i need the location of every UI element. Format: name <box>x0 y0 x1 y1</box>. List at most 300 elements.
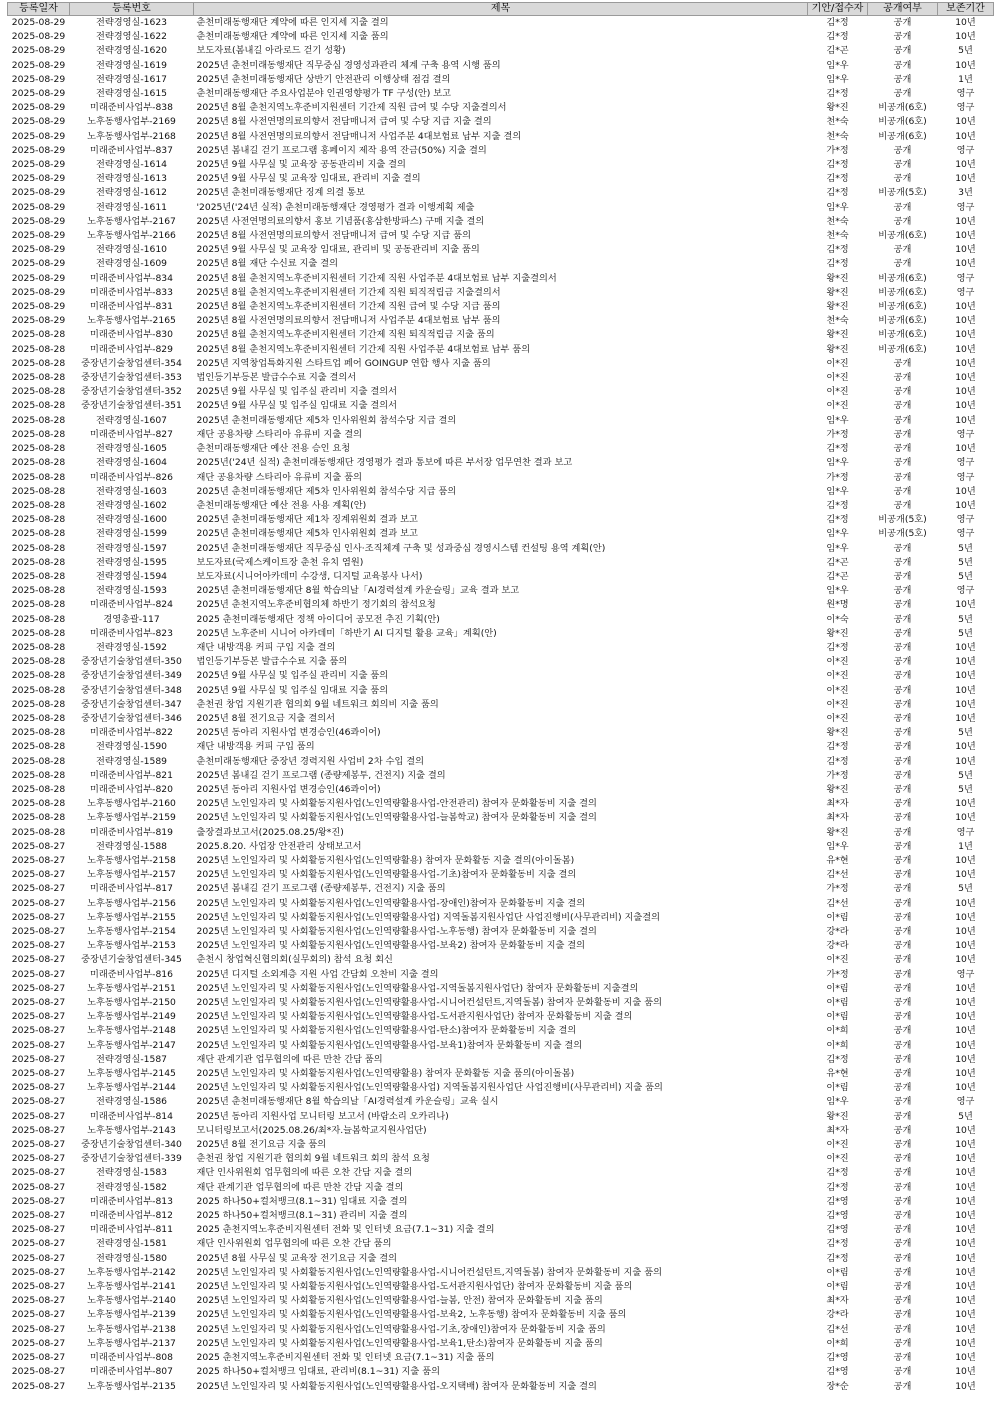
cell-retention: 10년 <box>955 1039 976 1051</box>
header-date: 등록일자 <box>8 3 70 16</box>
cell-retention: 10년 <box>955 755 976 767</box>
cell-title: 춘천미래동행재단 중장년 경력지원 사업비 2차 수입 결의 <box>196 755 424 767</box>
cell-retention: 10년 <box>955 59 976 71</box>
cell-author: 이*진 <box>826 656 849 668</box>
table-row[interactable] <box>8 286 994 300</box>
register-table <box>7 2 994 1394</box>
cell-date: 2025-08-28 <box>11 485 66 497</box>
table-row[interactable] <box>8 1237 994 1251</box>
cell-author: 김*정 <box>826 173 849 185</box>
cell-title: 2025년 노인일자리 및 사회활동지원사업(노인역량활용사업-탄소)참여자 문화활동비 지출 결의 <box>196 1025 577 1037</box>
cell-reg-number: 노후동행사업부-2169 <box>87 116 176 128</box>
cell-date: 2025-08-29 <box>11 286 66 298</box>
table-row[interactable] <box>8 868 994 882</box>
table-row[interactable] <box>8 115 994 129</box>
table-row[interactable] <box>8 584 994 598</box>
cell-retention: 10년 <box>955 1210 976 1222</box>
cell-reg-number: 노후동행사업부-2135 <box>87 1380 176 1392</box>
cell-disclosure: 공개 <box>893 911 912 923</box>
cell-reg-number: 전략경영실-1604 <box>95 457 168 469</box>
cell-reg-number: 미래준비사업부-838 <box>90 102 173 114</box>
cell-title: 2025년 8월 춘천지역노후준비지원센터 기간제 직원 급여 및 수당 지급 품의 <box>196 301 501 313</box>
cell-author: 천*숙 <box>826 130 849 142</box>
table-row[interactable] <box>8 897 994 911</box>
table-row[interactable] <box>8 357 994 371</box>
cell-title: 2025년 사전연명의료의향서 홍보 기념품(홍삼한방파스) 구매 지출 결의 <box>196 215 485 227</box>
cell-date: 2025-08-29 <box>11 130 66 142</box>
cell-disclosure: 공개 <box>893 414 912 426</box>
cell-date: 2025-08-28 <box>11 798 66 810</box>
cell-reg-number: 전략경영실-1587 <box>95 1053 168 1065</box>
table-row[interactable] <box>8 613 994 627</box>
cell-author: 이*진 <box>826 1139 849 1151</box>
cell-date: 2025-08-28 <box>11 414 66 426</box>
cell-disclosure: 공개 <box>893 159 912 171</box>
cell-author: 가*정 <box>826 428 849 440</box>
cell-title: 2025년 동아리 지원사업 변경승인(46콰이어) <box>196 727 381 739</box>
cell-retention: 5년 <box>958 783 973 795</box>
cell-retention: 10년 <box>955 869 976 881</box>
table-row[interactable] <box>8 769 994 783</box>
cell-disclosure: 공개 <box>893 854 912 866</box>
table-row[interactable] <box>8 428 994 442</box>
table-row[interactable] <box>8 627 994 641</box>
cell-disclosure: 공개 <box>893 457 912 469</box>
table-row[interactable] <box>8 953 994 967</box>
table-row[interactable] <box>8 73 994 87</box>
cell-author: 김*선 <box>826 869 849 881</box>
cell-disclosure: 공개 <box>893 684 912 696</box>
cell-author: 임*우 <box>826 528 849 540</box>
table-row[interactable] <box>8 87 994 101</box>
cell-reg-number: 전략경영실-1614 <box>95 159 168 171</box>
table-row[interactable] <box>8 1337 994 1351</box>
cell-title: 보도자료(봄내길 아라로드 걷기 성황) <box>196 45 346 57</box>
cell-disclosure: 공개 <box>893 1252 912 1264</box>
cell-retention: 영구 <box>956 88 975 100</box>
cell-author: 이*림 <box>826 1266 849 1278</box>
cell-date: 2025-08-28 <box>11 372 66 384</box>
cell-date: 2025-08-28 <box>11 812 66 824</box>
table-row[interactable] <box>8 911 994 925</box>
cell-author: 이*진 <box>826 670 849 682</box>
table-row[interactable] <box>8 1138 994 1152</box>
table-row[interactable] <box>8 44 994 58</box>
cell-date: 2025-08-29 <box>11 88 66 100</box>
cell-retention: 10년 <box>955 258 976 270</box>
table-row[interactable] <box>8 1380 994 1394</box>
cell-retention: 10년 <box>955 386 976 398</box>
table-row[interactable] <box>8 939 994 953</box>
table-row[interactable] <box>8 982 994 996</box>
cell-retention: 10년 <box>955 954 976 966</box>
table-row[interactable] <box>8 30 994 44</box>
cell-reg-number: 미래준비사업부-833 <box>90 286 173 298</box>
cell-retention: 10년 <box>955 641 976 653</box>
cell-title: 2025년 노인일자리 및 사회활동지원사업(노인역량활용사업-보육1,탄소)참여자 문화활동비 지출 품의 <box>196 1337 603 1349</box>
table-row[interactable] <box>8 1010 994 1024</box>
cell-title: 2025년 노인일자리 및 사회활동지원사업(노인역량활용사업-기초,장애인)참여자 문화활동비 지출 품의 <box>196 1323 606 1335</box>
cell-disclosure: 공개 <box>893 1153 912 1165</box>
cell-retention: 10년 <box>955 329 976 341</box>
header-retention: 보존기간 <box>938 3 994 16</box>
cell-reg-number: 전략경영실-1586 <box>95 1096 168 1108</box>
cell-title: 2025년 춘천미래동행재단 제5차 인사위원회 참석수당 지급 결의 <box>196 414 457 426</box>
table-row[interactable] <box>8 485 994 499</box>
table-row[interactable] <box>8 783 994 797</box>
table-row[interactable] <box>8 1110 994 1124</box>
table-row[interactable] <box>8 414 994 428</box>
cell-retention: 10년 <box>955 1139 976 1151</box>
cell-retention: 10년 <box>955 812 976 824</box>
table-row[interactable] <box>8 1351 994 1365</box>
cell-title: 춘천미래동행재단 주요사업분야 인권영향평가 TF 구성(안) 보고 <box>196 88 452 100</box>
cell-date: 2025-08-29 <box>11 59 66 71</box>
cell-author: 강*라 <box>826 1309 849 1321</box>
cell-title: 2025년 8월 춘천지역노후준비지원센터 기간제 직원 퇴직적립금 지출 품의 <box>196 329 495 341</box>
cell-author: 김*정 <box>826 755 849 767</box>
cell-reg-number: 중장년기술창업센터-352 <box>81 386 182 398</box>
cell-title: 재단 내방객용 커피 구입 품의 <box>196 741 315 753</box>
cell-reg-number: 전략경영실-1589 <box>95 755 168 767</box>
cell-date: 2025-08-28 <box>11 769 66 781</box>
table-row[interactable] <box>8 144 994 158</box>
cell-author: 이*진 <box>826 357 849 369</box>
cell-retention: 5년 <box>958 542 973 554</box>
table-row[interactable] <box>8 513 994 527</box>
cell-disclosure: 공개 <box>893 670 912 682</box>
cell-disclosure: 공개 <box>893 556 912 568</box>
cell-date: 2025-08-27 <box>11 1096 66 1108</box>
cell-retention: 10년 <box>955 656 976 668</box>
cell-retention: 10년 <box>955 372 976 384</box>
cell-title: 2025년 노인일자리 및 사회활동지원사업(노인역량활용사업-장애인)참여자 문화활동비 지출 결의 <box>196 897 586 909</box>
table-row[interactable] <box>8 371 994 385</box>
cell-date: 2025-08-28 <box>11 471 66 483</box>
cell-date: 2025-08-27 <box>11 1366 66 1378</box>
cell-author: 김*영 <box>826 1195 849 1207</box>
table-row[interactable] <box>8 1067 994 1081</box>
cell-title: 2025 하나50+컬처뱅크(8.1~31) 임대료 지출 결의 <box>196 1195 408 1207</box>
cell-date: 2025-08-28 <box>11 343 66 355</box>
cell-author: 장*순 <box>826 1380 849 1392</box>
table-row[interactable] <box>8 882 994 896</box>
table-row[interactable] <box>8 101 994 115</box>
table-row[interactable] <box>8 1209 994 1223</box>
cell-title: 법인등기부등본 발급수수료 지출 품의 <box>196 656 348 668</box>
cell-date: 2025-08-27 <box>11 840 66 852</box>
cell-disclosure: 공개 <box>893 1068 912 1080</box>
cell-title: 2025년 노인일자리 및 사회활동지원사업(노인역량활용사업-시니어컨설턴트,지역돌봄) 참여자 문화활동비 지출 품의 <box>196 997 662 1009</box>
cell-disclosure: 공개 <box>893 599 912 611</box>
table-row[interactable] <box>8 854 994 868</box>
table-row[interactable] <box>8 257 994 271</box>
cell-date: 2025-08-27 <box>11 1181 66 1193</box>
cell-retention: 10년 <box>955 1295 976 1307</box>
cell-author: 김*정 <box>826 31 849 43</box>
cell-date: 2025-08-29 <box>11 17 66 28</box>
cell-disclosure: 비공개(6호) <box>878 286 927 298</box>
cell-author: 왕*진 <box>826 272 849 284</box>
table-row[interactable] <box>8 1266 994 1280</box>
table-row[interactable] <box>8 1124 994 1138</box>
cell-title: 2025년 춘천미래동행재단 제5차 인사위원회 결과 보고 <box>196 528 418 540</box>
cell-date: 2025-08-28 <box>11 783 66 795</box>
cell-retention: 10년 <box>955 982 976 994</box>
table-row[interactable] <box>8 1323 994 1337</box>
table-row[interactable] <box>8 442 994 456</box>
cell-reg-number: 전략경영실-1582 <box>95 1181 168 1193</box>
table-row[interactable] <box>8 399 994 413</box>
cell-date: 2025-08-27 <box>11 997 66 1009</box>
cell-reg-number: 미래준비사업부-826 <box>90 471 173 483</box>
table-row[interactable] <box>8 471 994 485</box>
table-row[interactable] <box>8 1308 994 1322</box>
cell-author: 왕*진 <box>826 627 849 639</box>
cell-title: 2025년 노인일자리 및 사회활동지원사업(노인역량활용사업) 지역돌봄지원사업단 사업진행비(사무관리비) 지출 품의 <box>196 1082 663 1094</box>
cell-title: 2025년 봄내길 걷기 프로그램 홍페이지 제작 용역 잔금(50%) 지출 결의 <box>196 144 487 156</box>
header-title: 제목 <box>194 3 808 16</box>
cell-retention: 10년 <box>955 17 976 28</box>
cell-disclosure: 비공개(6호) <box>878 230 927 242</box>
cell-date: 2025-08-27 <box>11 954 66 966</box>
cell-retention: 10년 <box>955 343 976 355</box>
table-body <box>8 16 994 1394</box>
cell-retention: 5년 <box>958 45 973 57</box>
table-row[interactable] <box>8 641 994 655</box>
table-row[interactable] <box>8 1053 994 1067</box>
table-row[interactable] <box>8 968 994 982</box>
cell-disclosure: 공개 <box>893 613 912 625</box>
cell-date: 2025-08-27 <box>11 1281 66 1293</box>
table-row[interactable] <box>8 655 994 669</box>
table-row[interactable] <box>8 1365 994 1379</box>
cell-reg-number: 노후동행사업부-2157 <box>87 869 176 881</box>
cell-date: 2025-08-29 <box>11 73 66 85</box>
cell-reg-number: 전략경영실-1594 <box>95 570 168 582</box>
table-row[interactable] <box>8 201 994 215</box>
cell-date: 2025-08-28 <box>11 570 66 582</box>
table-row[interactable] <box>8 556 994 570</box>
table-row[interactable] <box>8 130 994 144</box>
cell-author: 천*숙 <box>826 230 849 242</box>
table-row[interactable] <box>8 385 994 399</box>
cell-reg-number: 미래준비사업부-811 <box>90 1224 173 1236</box>
cell-reg-number: 전략경영실-1620 <box>95 45 168 57</box>
cell-date: 2025-08-29 <box>11 187 66 199</box>
table-row[interactable] <box>8 59 994 73</box>
cell-retention: 10년 <box>955 1238 976 1250</box>
cell-author: 유*현 <box>826 1068 849 1080</box>
cell-disclosure: 공개 <box>893 1337 912 1349</box>
cell-author: 가*정 <box>826 883 849 895</box>
cell-title: 2025년 8월 사전연명의료의향서 전담매니저 사업주분 4대보험료 납부 지출 결의 <box>196 130 522 142</box>
cell-reg-number: 미래준비사업부-808 <box>90 1352 173 1364</box>
cell-reg-number: 미래준비사업부-816 <box>90 968 173 980</box>
cell-author: 왕*진 <box>826 783 849 795</box>
table-row[interactable] <box>8 499 994 513</box>
cell-date: 2025-08-29 <box>11 159 66 171</box>
table-row[interactable] <box>8 158 994 172</box>
table-row[interactable] <box>8 1166 994 1180</box>
table-row[interactable] <box>8 16 994 31</box>
table-row[interactable] <box>8 740 994 754</box>
cell-disclosure: 공개 <box>893 1266 912 1278</box>
table-row[interactable] <box>8 1280 994 1294</box>
table-row[interactable] <box>8 726 994 740</box>
cell-disclosure: 공개 <box>893 1110 912 1122</box>
cell-author: 임*우 <box>826 201 849 213</box>
cell-reg-number: 미래준비사업부-830 <box>90 329 173 341</box>
table-row[interactable] <box>8 328 994 342</box>
cell-date: 2025-08-27 <box>11 1210 66 1222</box>
cell-title: 2025년 노인일자리 및 사회활동지원사업(노인역량활용사업-시니어컨설턴트,지역돌봄) 참여자 문화활동비 지출 품의 <box>196 1266 662 1278</box>
cell-title: 2025 춘천지역노후준비지원센터 전화 및 인터넷 요금(7.1~31) 지출 결의 <box>196 1224 495 1236</box>
table-row[interactable] <box>8 186 994 200</box>
table-row[interactable] <box>8 1252 994 1266</box>
cell-author: 김*정 <box>826 159 849 171</box>
cell-author: 왕*진 <box>826 1110 849 1122</box>
cell-retention: 10년 <box>955 1068 976 1080</box>
cell-reg-number: 전략경영실-1595 <box>95 556 168 568</box>
cell-title: 2025년('24년 실적) 춘천미래동행재단 경영평가 결과 통보에 따른 부서장 업무연찬 결과 보고 <box>196 457 573 469</box>
cell-reg-number: 중장년기술창업센터-353 <box>81 372 182 384</box>
table-row[interactable] <box>8 1181 994 1195</box>
table-row[interactable] <box>8 456 994 470</box>
table-row[interactable] <box>8 712 994 726</box>
cell-retention: 10년 <box>955 741 976 753</box>
table-row[interactable] <box>8 527 994 541</box>
cell-disclosure: 비공개(6호) <box>878 130 927 142</box>
cell-title: 2025년 춘천미래동행재단 제5차 인사위원회 참석수당 지급 품의 <box>196 485 457 497</box>
table-row[interactable] <box>8 1294 994 1308</box>
table-row[interactable] <box>8 684 994 698</box>
cell-date: 2025-08-29 <box>11 201 66 213</box>
cell-date: 2025-08-28 <box>11 400 66 412</box>
cell-reg-number: 미래준비사업부-831 <box>90 301 173 313</box>
cell-reg-number: 전략경영실-1619 <box>95 59 168 71</box>
cell-author: 김*정 <box>826 741 849 753</box>
cell-author: 김*정 <box>826 1252 849 1264</box>
cell-title: 법인등기부등본 발급수수료 지출 결의서 <box>196 372 357 384</box>
cell-reg-number: 전략경영실-1583 <box>95 1167 168 1179</box>
cell-reg-number: 전략경영실-1588 <box>95 840 168 852</box>
table-row[interactable] <box>8 797 994 811</box>
cell-author: 천*숙 <box>826 315 849 327</box>
cell-retention: 10년 <box>955 1011 976 1023</box>
cell-reg-number: 노후동행사업부-2154 <box>87 926 176 937</box>
table-row[interactable] <box>8 598 994 612</box>
cell-author: 이*림 <box>826 982 849 994</box>
cell-title: 2025년 9월 사무실 및 교육장 임대료, 관리비 및 공동관리비 지출 품의 <box>196 244 480 256</box>
cell-title: 2025년 8월 춘천지역노후준비지원센터 기간제 직원 급여 및 수당 지출결의서 <box>196 102 507 114</box>
table-row[interactable] <box>8 1024 994 1038</box>
cell-author: 이*진 <box>826 684 849 696</box>
cell-date: 2025-08-28 <box>11 585 66 597</box>
table-row[interactable] <box>8 343 994 357</box>
table-row[interactable] <box>8 1039 994 1053</box>
cell-reg-number: 노후동행사업부-2147 <box>87 1039 176 1051</box>
table-row[interactable] <box>8 840 994 854</box>
table-row[interactable] <box>8 811 994 825</box>
cell-date: 2025-08-27 <box>11 1082 66 1094</box>
cell-reg-number: 전략경영실-1597 <box>95 542 168 554</box>
table-row[interactable] <box>8 1081 994 1095</box>
cell-author: 이*희 <box>826 1025 849 1037</box>
table-row[interactable] <box>8 1223 994 1237</box>
cell-title: 2025년 노인일자리 및 사회활동지원사업(노인역량활용) 참여자 문화활동 지출 품의(아이돌봄) <box>196 1068 575 1080</box>
cell-retention: 5년 <box>958 883 973 895</box>
cell-retention: 10년 <box>955 1366 976 1378</box>
table-row[interactable] <box>8 542 994 556</box>
cell-date: 2025-08-27 <box>11 1039 66 1051</box>
cell-author: 이*숙 <box>826 613 849 625</box>
header-disclosure: 공개여부 <box>868 3 938 16</box>
cell-author: 이*진 <box>826 372 849 384</box>
cell-date: 2025-08-27 <box>11 1110 66 1122</box>
table-row[interactable] <box>8 669 994 683</box>
cell-disclosure: 공개 <box>893 897 912 909</box>
cell-date: 2025-08-28 <box>11 357 66 369</box>
cell-reg-number: 미래준비사업부-814 <box>90 1110 173 1122</box>
cell-title: 2025년 노인일자리 및 사회활동지원사업(노인역량활용사업-보육2, 노후동행) 참여자 문화활동비 지출 품의 <box>196 1309 627 1321</box>
table-row[interactable] <box>8 826 994 840</box>
cell-retention: 10년 <box>955 1124 976 1136</box>
table-row[interactable] <box>8 755 994 769</box>
table-row[interactable] <box>8 314 994 328</box>
table-row[interactable] <box>8 570 994 584</box>
table-row[interactable] <box>8 996 994 1010</box>
cell-date: 2025-08-27 <box>11 968 66 980</box>
table-row[interactable] <box>8 215 994 229</box>
cell-disclosure: 공개 <box>893 812 912 824</box>
table-row[interactable] <box>8 172 994 186</box>
cell-author: 이*희 <box>826 1337 849 1349</box>
table-row[interactable] <box>8 925 994 939</box>
table-row[interactable] <box>8 698 994 712</box>
cell-disclosure: 공개 <box>893 869 912 881</box>
cell-reg-number: 미래준비사업부-837 <box>90 144 173 156</box>
table-row[interactable] <box>8 243 994 257</box>
cell-author: 이*진 <box>826 400 849 412</box>
cell-reg-number: 전략경영실-1615 <box>95 88 168 100</box>
cell-author: 최*자 <box>826 812 849 824</box>
cell-author: 가*정 <box>826 769 849 781</box>
cell-title: 재단 인사위원회 업무협의에 따른 오찬 간담 품의 <box>196 1238 392 1250</box>
cell-title: 2025년 9월 사무실 및 입주실 임대료 지출 품의 <box>196 684 389 696</box>
cell-title: 2025년 8월 전기요금 지출 품의 <box>196 1139 327 1151</box>
cell-title: 2025년 디지털 소외계층 지원 사업 간담회 오찬비 지출 결의 <box>196 968 439 980</box>
cell-disclosure: 비공개(6호) <box>878 272 927 284</box>
cell-date: 2025-08-27 <box>11 1380 66 1392</box>
cell-disclosure: 공개 <box>893 997 912 1009</box>
cell-retention: 영구 <box>956 514 975 526</box>
cell-reg-number: 노후동행사업부-2160 <box>87 798 176 810</box>
cell-date: 2025-08-28 <box>11 499 66 511</box>
table-row[interactable] <box>8 1195 994 1209</box>
cell-author: 이*진 <box>826 712 849 724</box>
table-row[interactable] <box>8 300 994 314</box>
table-row[interactable] <box>8 1095 994 1109</box>
table-row[interactable] <box>8 1152 994 1166</box>
table-row[interactable] <box>8 229 994 243</box>
cell-reg-number: 중장년기술창업센터-348 <box>81 684 182 696</box>
table-row[interactable] <box>8 272 994 286</box>
cell-date: 2025-08-29 <box>11 116 66 128</box>
cell-disclosure: 공개 <box>893 1167 912 1179</box>
cell-title: 2025년 노인일자리 및 사회활동지원사업(노인역량활용사업-도서관지원사업단) 참여자 문화활동비 지출 품의 <box>196 1281 633 1293</box>
cell-date: 2025-08-27 <box>11 911 66 923</box>
